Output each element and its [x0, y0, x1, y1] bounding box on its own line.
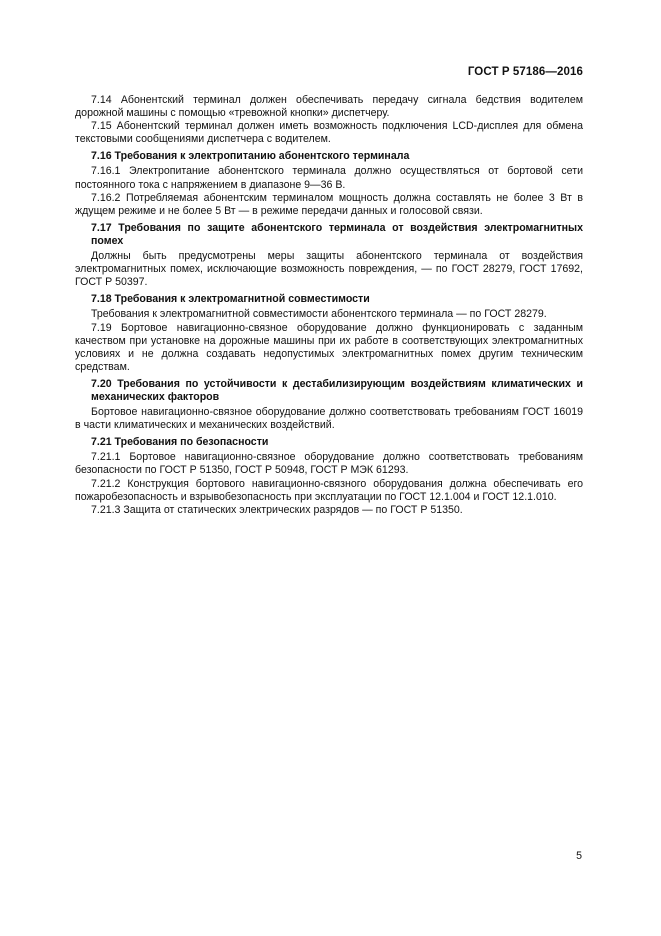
paragraph-7-17: Должны быть предусмотрены меры защиты абонентского терминала от воздействия электромагнитных помех, исключающие возможность повреждения, — по ГОСТ 28279, ГОСТ 17692, ГОСТ Р 50397.	[75, 250, 583, 289]
paragraph-7-18: Требования к электромагнитной совместимости абонентского терминала — по ГОСТ 28279.	[91, 308, 547, 321]
paragraph-7-16-1: 7.16.1 Электропитание абонентского терминала должно осуществляться от бортовой сети постоянного тока с напряжением в диапазоне 9—36 В.	[75, 165, 583, 191]
paragraph-7-19: 7.19 Бортовое навигационно-связное оборудование должно функционировать с заданным качеством при установке на дорожные машины при их работе в соответствующих электромагнитных условиях и не должна создавать недопустимых электромагнитных помех другим техническим средствам.	[75, 321, 583, 373]
paragraph-7-15: 7.15 Абонентский терминал должен иметь возможность подключения LCD-дисплея для обмена текстовыми сообщениями диспетчера с водителем.	[75, 120, 583, 146]
paragraph-7-21-2: 7.21.2 Конструкция бортового навигационно-связного оборудования должна обеспечивать его пожаробезопасность и взрывобезопасность при эксплуатации по ГОСТ 12.1.004 и ГОСТ 12.1.010.	[75, 477, 583, 503]
paragraph-7-14: 7.14 Абонентский терминал должен обеспечивать передачу сигнала бедствия водителем дорожной машины с помощью «тревожной кнопки» диспетчеру.	[75, 94, 583, 120]
heading-7-21: 7.21 Требования по безопасности	[91, 436, 269, 449]
paragraph-7-16-2: 7.16.2 Потребляемая абонентским терминалом мощность должна составлять не более 3 Вт в ждущем режиме и не более 5 Вт — в режиме передачи данных и голосовой связи.	[75, 191, 583, 217]
paragraph-7-21-1: 7.21.1 Бортовое навигационно-связное оборудование должно соответствовать требованиям безопасности по ГОСТ Р 51350, ГОСТ Р 50948, ГОСТ Р МЭК 61293.	[75, 451, 583, 477]
document-code: ГОСТ Р 57186—2016	[467, 66, 583, 78]
paragraph-7-21-3: 7.21.3 Защита от статических электрических разрядов — по ГОСТ Р 51350.	[91, 503, 463, 516]
heading-7-16: 7.16 Требования к электропитанию абонентского терминала	[91, 150, 410, 163]
heading-7-20: 7.20 Требования по устойчивости к дестабилизирующим воздействиям климатических и механических факторов	[91, 377, 583, 403]
page-number: 5	[576, 850, 582, 862]
heading-7-17: 7.17 Требования по защите абонентского терминала от воздействия электромагнитных помех	[91, 221, 583, 247]
heading-7-18: 7.18 Требования к электромагнитной совместимости	[91, 293, 370, 306]
page-body	[75, 94, 583, 517]
paragraph-7-20: Бортовое навигационно-связное оборудование должно соответствовать требованиям ГОСТ 16019 в части климатических и механических воздействий.	[75, 406, 583, 432]
